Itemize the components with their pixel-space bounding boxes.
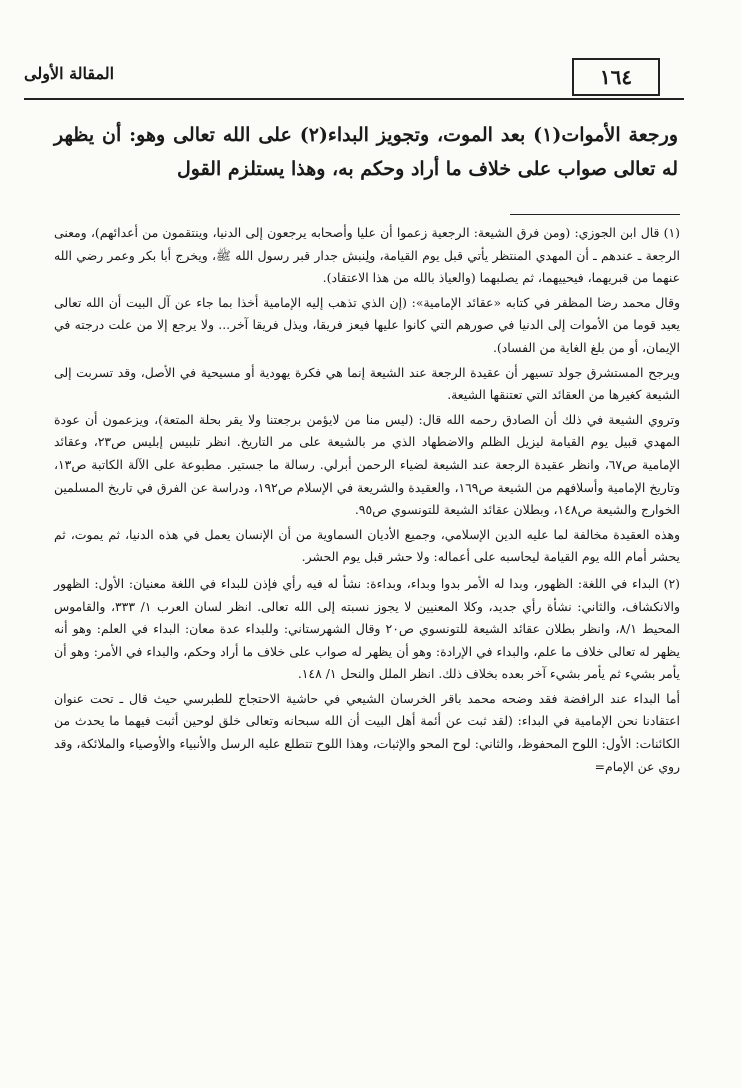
footnote-1-paragraph: ويرجح المستشرق جولد تسيهر أن عقيدة الرجعة عند الشيعة إنما هي فكرة يهودية أو مسيحية في الأصل، وقد تسربت إلى الشيعة كغيرها من العقائد التي تعتنقها الشيعة. (54, 364, 680, 403)
footnote-1-paragraph: وهذه العقيدة مخالفة لما عليه الدين الإسلامي، وجميع الأديان السماوية من أن الإنسان يعمل في هذه الدنيا، ثم يموت، ثم يحشر أمام الله يوم القيامة ليحاسبه على أعماله: ولا حشر قبل يوم الحشر. (54, 526, 680, 565)
page-header (24, 58, 684, 102)
footnote-1-paragraph: وتروي الشيعة في ذلك أن الصادق رحمه الله قال: (ليس منا من لايؤمن برجعتنا ولا يقر بحلة المتعة)، ويزعمون أن عودة المهدي قبيل يوم القيامة ليزيل الظلم والاضطهاد الذي مر بالشيعة على مر التاريخ. انظر تلبيس إبليس ص٢٣، وعقائد الإمامية ص٦٧، وانظر عقيدة الرجعة عند الشيعة لضياء الرحمن أبرلي. رسالة ما جستير. مطبوعة على الآلة الكاتبة ص١٣، وتاريخ الإمامية وأسلافهم من الشيعة ص١٦٩، والعقيدة والشريعة في الإسلام ص١٩٢، ودراسة عن الفرق في تاريخ المسلمين الخوارج والشيعة ص١٤٨، وبطلان عقائد الشيعة للتونسوي ص٩٥. (54, 411, 681, 518)
footnote-text: قال ابن الجوزي: (ومن فرق الشيعة: الرجعية زعموا أن عليا وأصحابه يرجعون إلى الدنيا، وينتقمون من أعدائهم)، ومعنى الرجعة ـ عندهم ـ أن المهدي المنتظر يأتي قبل يوم القيامة، ولِنبش جدار قبر رسول الله ﷺ، ويخرج أبا بكر وعمر رضي الله عنهما من قبريهما، فيحييهما، ثم يصلبهما (والعياذ بالله من هذا الاعتقاد). (54, 225, 680, 286)
page-number: ١٦٤ (572, 58, 660, 96)
footnote-separator (510, 214, 680, 215)
header-rule (24, 98, 684, 100)
footnote-text: البداء في اللغة: الظهور، وبدا له الأمر بدوا وبداء، وبداءة: نشأ له فيه رأي فإذن للبداء في اللغة معنيان: الأول: الظهور والانكشاف، والثاني: نشأة رأي جديد، وكلا المعنيين لا يجوز نسبته إلى الله تعالى. انظر لسان العرب ١/ ٣٣٣، والقاموس المحيط ٨/١، وانظر بطلان عقائد الشيعة للتونسوي ص٢٠ وقال الشهرستاني: وللبداء عدة معان: البداء في العلم: وهو أنه يظهر له تعالى خلاف ما علم، والبداء في الإرادة: وهو أن يظهر له صواب على خلاف ما أراد وحكم، والبداء في الأمر: وهو أن يأمر بشيء ثم يأمر بشيء آخر بعده بخلاف ذلك. انظر الملل والنحل ١/ ١٤٨. (54, 575, 680, 682)
main-text: ورجعة الأموات(١) بعد الموت، وتجويز البداء(٢) على الله تعالى وهو: أن يظهر له تعالى صواب على خلاف ما أراد وحكم به، وهذا يستلزم القول (54, 124, 678, 180)
footnote-1-paragraph (54, 222, 680, 290)
footnote-2-paragraph: أما البداء عند الرافضة فقد وضحه محمد باقر الخرسان الشيعي في حاشية الاحتجاج للطبرسي حيث قال ـ تحت عنوان اعتقادنا نحن الإمامية في البداء: (لقد ثبت عن أئمة أهل البيت أن الله سبحانه وتعالى خلق لوحين أثبت فيهما ما يحدث من الكائنات: الأول: اللوح المحفوظ، والثاني: لوح المحو والإثبات، وهذا اللوح تتطلع عليه الرسل والأنبياء والأوصياء والملائكة، وقد روي عن الإمام= (54, 690, 680, 774)
footnote-number: (١) (663, 225, 680, 240)
footnote-1-paragraph: وقال محمد رضا المظفر في كتابه «عقائد الإمامية»: (إن الذي تذهب إليه الإمامية أخذا بما جاء عن آل البيت أن الله تعالى يعيد قوما من الأموات إلى الدنيا في صورهم التي كانوا عليها فيعز فريقا، ويذل فريقا آخر... ولا يرجع إلا من علت درجته في الإيمان، أو من بلغ الغاية من الفساد). (54, 294, 680, 355)
footnotes (54, 222, 680, 780)
footnote-2-paragraph (54, 573, 680, 686)
footnote-number: (٢) (663, 575, 680, 591)
running-title: المقالة الأولى (24, 64, 115, 83)
